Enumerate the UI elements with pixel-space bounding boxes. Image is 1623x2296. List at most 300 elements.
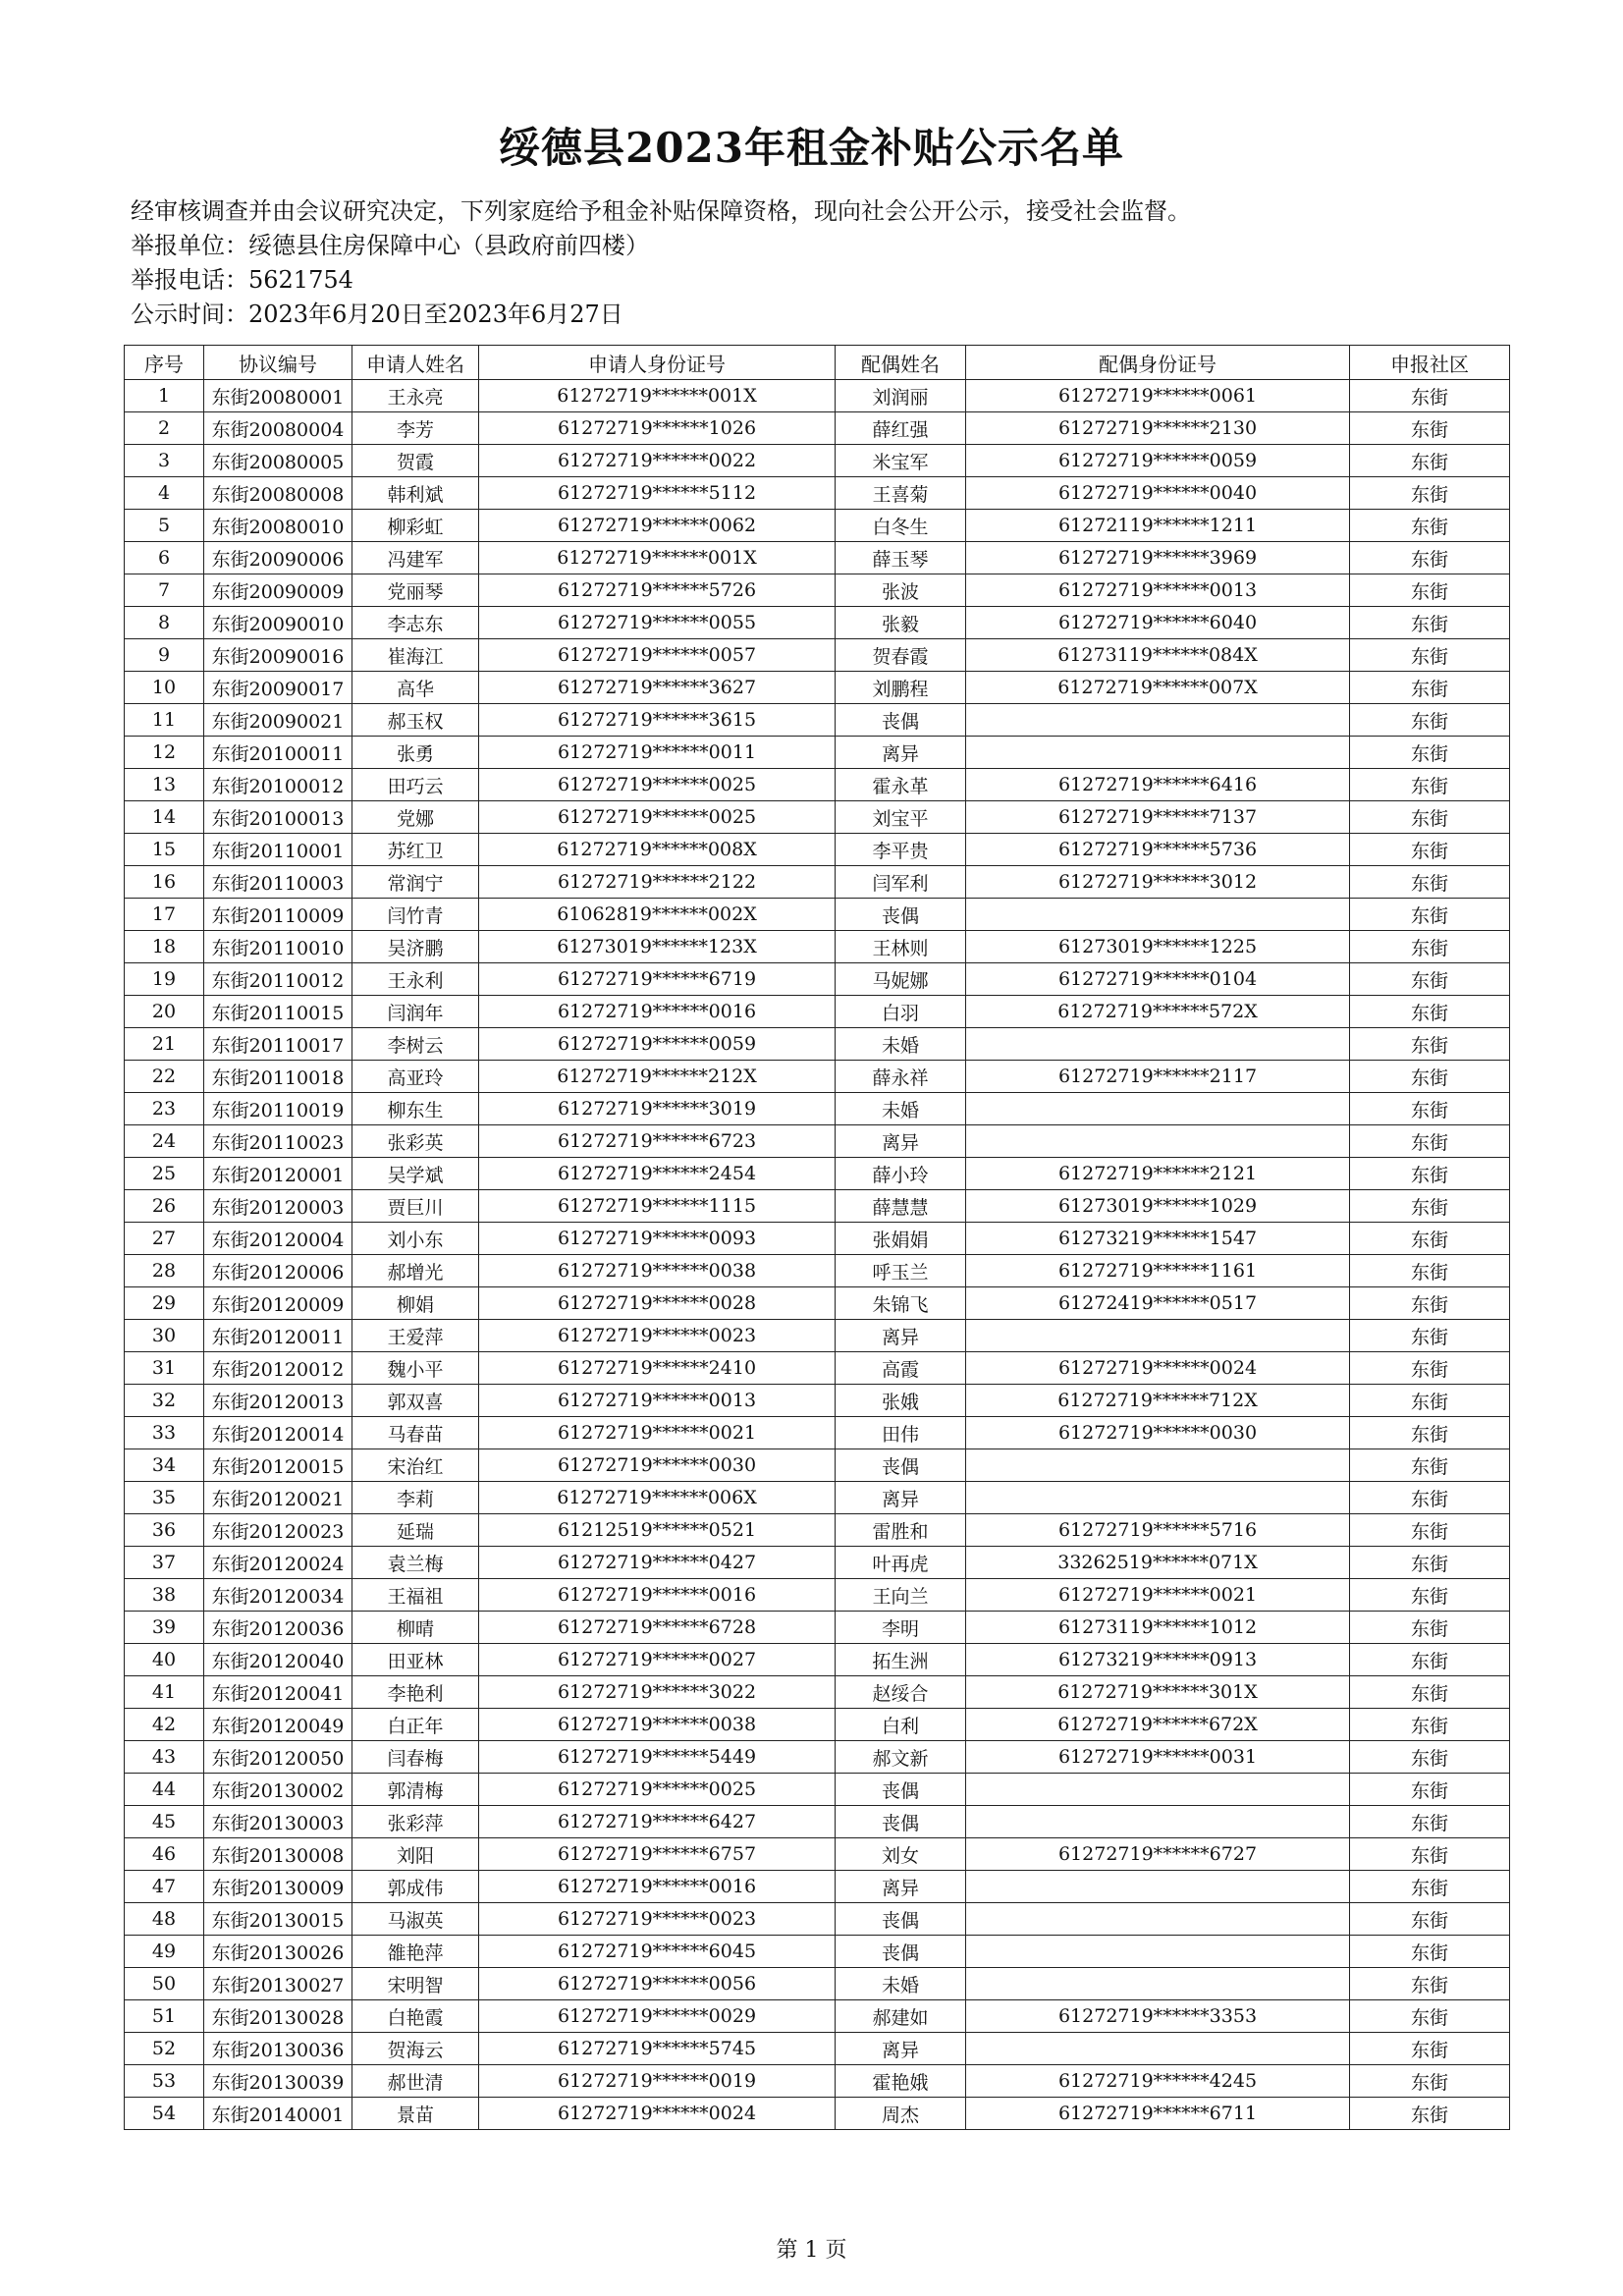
spouse-name: 叶再虎	[836, 1547, 966, 1579]
community: 东街	[1350, 2000, 1510, 2033]
community: 东街	[1350, 801, 1510, 834]
table-row	[125, 704, 1510, 737]
community: 东街	[1350, 380, 1510, 412]
applicant-id: 61272719******001X	[479, 380, 836, 412]
agreement-no: 东街20110017	[204, 1028, 352, 1061]
applicant-name: 党娜	[352, 801, 479, 834]
community: 东街	[1350, 1417, 1510, 1449]
row-index: 20	[125, 996, 204, 1028]
table-row	[125, 477, 1510, 510]
applicant-name: 贺海云	[352, 2033, 479, 2065]
applicant-name: 刘阳	[352, 1838, 479, 1871]
col-header-applicant-id: 申请人身份证号	[479, 346, 836, 380]
intro-statement: 经审核调查并由会议研究决定，下列家庭给予租金补贴保障资格，现向社会公开公示，接受社会监督。	[131, 197, 1191, 225]
spouse-id	[966, 737, 1350, 769]
agreement-no: 东街20110015	[204, 996, 352, 1028]
row-index: 36	[125, 1514, 204, 1547]
community: 东街	[1350, 1190, 1510, 1223]
applicant-id: 61272719******0028	[479, 1287, 836, 1320]
row-index: 11	[125, 704, 204, 737]
applicant-name: 苏红卫	[352, 834, 479, 866]
spouse-id	[966, 1482, 1350, 1514]
agreement-no: 东街20080001	[204, 380, 352, 412]
table-row	[125, 542, 1510, 574]
applicant-id: 61272719******0062	[479, 510, 836, 542]
spouse-name: 李平贵	[836, 834, 966, 866]
applicant-id: 61272719******0013	[479, 1385, 836, 1417]
applicant-id: 61272719******5449	[479, 1741, 836, 1774]
applicant-name: 田巧云	[352, 769, 479, 801]
applicant-name: 常润宁	[352, 866, 479, 899]
applicant-name: 闫润年	[352, 996, 479, 1028]
community: 东街	[1350, 834, 1510, 866]
agreement-no: 东街20090021	[204, 704, 352, 737]
community: 东街	[1350, 1547, 1510, 1579]
applicant-id: 61272719******0059	[479, 1028, 836, 1061]
spouse-name: 薛永祥	[836, 1061, 966, 1093]
table-row	[125, 445, 1510, 477]
col-header-index: 序号	[125, 346, 204, 380]
spouse-name: 霍艳娥	[836, 2065, 966, 2098]
row-index: 28	[125, 1255, 204, 1287]
agreement-no: 东街20120011	[204, 1320, 352, 1352]
table-row	[125, 1547, 1510, 1579]
col-header-community: 申报社区	[1350, 346, 1510, 380]
applicant-name: 郭成伟	[352, 1871, 479, 1903]
applicant-name: 袁兰梅	[352, 1547, 479, 1579]
applicant-name: 闫春梅	[352, 1741, 479, 1774]
table-row	[125, 2098, 1510, 2130]
applicant-id: 61272719******0057	[479, 639, 836, 672]
applicant-name: 马春苗	[352, 1417, 479, 1449]
spouse-name: 张毅	[836, 607, 966, 639]
table-row	[125, 1352, 1510, 1385]
community: 东街	[1350, 542, 1510, 574]
community: 东街	[1350, 1806, 1510, 1838]
col-header-agreement-no: 协议编号	[204, 346, 352, 380]
spouse-name: 未婚	[836, 1028, 966, 1061]
table-row	[125, 639, 1510, 672]
community: 东街	[1350, 672, 1510, 704]
spouse-id: 61272719******2130	[966, 412, 1350, 445]
table-row	[125, 931, 1510, 963]
spouse-name: 李明	[836, 1612, 966, 1644]
row-index: 34	[125, 1449, 204, 1482]
row-index: 17	[125, 899, 204, 931]
row-index: 19	[125, 963, 204, 996]
community: 东街	[1350, 1158, 1510, 1190]
agreement-no: 东街20130027	[204, 1968, 352, 2000]
community: 东街	[1350, 607, 1510, 639]
applicant-name: 闫竹青	[352, 899, 479, 931]
spouse-id: 61273219******1547	[966, 1223, 1350, 1255]
applicant-id: 61273019******123X	[479, 931, 836, 963]
spouse-name: 薛慧慧	[836, 1190, 966, 1223]
table-body	[125, 380, 1510, 2130]
spouse-name: 白羽	[836, 996, 966, 1028]
community: 东街	[1350, 1968, 1510, 2000]
spouse-name: 未婚	[836, 1968, 966, 2000]
row-index: 13	[125, 769, 204, 801]
applicant-id: 61212519******0521	[479, 1514, 836, 1547]
row-index: 42	[125, 1709, 204, 1741]
col-header-spouse-id: 配偶身份证号	[966, 346, 1350, 380]
row-index: 12	[125, 737, 204, 769]
spouse-id: 61272719******672X	[966, 1709, 1350, 1741]
spouse-name: 白冬生	[836, 510, 966, 542]
applicant-name: 王永利	[352, 963, 479, 996]
spouse-name: 丧偶	[836, 1936, 966, 1968]
applicant-id: 61272719******6728	[479, 1612, 836, 1644]
applicant-name: 郭清梅	[352, 1774, 479, 1806]
table-header-row	[125, 346, 1510, 380]
community: 东街	[1350, 769, 1510, 801]
agreement-no: 东街20130036	[204, 2033, 352, 2065]
applicant-name: 郝玉权	[352, 704, 479, 737]
spouse-name: 刘润丽	[836, 380, 966, 412]
spouse-id: 61272419******0517	[966, 1287, 1350, 1320]
agreement-no: 东街20120041	[204, 1676, 352, 1709]
table-row	[125, 1709, 1510, 1741]
row-index: 7	[125, 574, 204, 607]
spouse-id	[966, 1806, 1350, 1838]
applicant-id: 61272719******1026	[479, 412, 836, 445]
applicant-name: 柳娟	[352, 1287, 479, 1320]
applicant-id: 61272719******0023	[479, 1903, 836, 1936]
applicant-name: 吴济鹏	[352, 931, 479, 963]
applicant-id: 61272719******6757	[479, 1838, 836, 1871]
spouse-name: 张娟娟	[836, 1223, 966, 1255]
applicant-name: 马淑英	[352, 1903, 479, 1936]
community: 东街	[1350, 1320, 1510, 1352]
applicant-id: 61272719******0093	[479, 1223, 836, 1255]
table-row	[125, 1644, 1510, 1676]
spouse-id	[966, 1871, 1350, 1903]
spouse-name: 薛玉琴	[836, 542, 966, 574]
row-index: 5	[125, 510, 204, 542]
applicant-name: 党丽琴	[352, 574, 479, 607]
row-index: 27	[125, 1223, 204, 1255]
spouse-name: 离异	[836, 1320, 966, 1352]
community: 东街	[1350, 1514, 1510, 1547]
col-header-applicant-name: 申请人姓名	[352, 346, 479, 380]
spouse-name: 薛小玲	[836, 1158, 966, 1190]
row-index: 23	[125, 1093, 204, 1125]
applicant-name: 刘小东	[352, 1223, 479, 1255]
applicant-id: 61272719******0016	[479, 1579, 836, 1612]
spouse-name: 朱锦飞	[836, 1287, 966, 1320]
applicant-name: 王永亮	[352, 380, 479, 412]
applicant-name: 景苗	[352, 2098, 479, 2130]
spouse-id: 61272719******6040	[966, 607, 1350, 639]
agreement-no: 东街20080010	[204, 510, 352, 542]
applicant-name: 崔海江	[352, 639, 479, 672]
table-row	[125, 2033, 1510, 2065]
table-row	[125, 1871, 1510, 1903]
row-index: 40	[125, 1644, 204, 1676]
spouse-name: 丧偶	[836, 1806, 966, 1838]
spouse-name: 呼玉兰	[836, 1255, 966, 1287]
row-index: 10	[125, 672, 204, 704]
spouse-id	[966, 1774, 1350, 1806]
agreement-no: 东街20130009	[204, 1871, 352, 1903]
applicant-name: 郝增光	[352, 1255, 479, 1287]
spouse-name: 郝建如	[836, 2000, 966, 2033]
table-row	[125, 1320, 1510, 1352]
table-row	[125, 1158, 1510, 1190]
spouse-name: 周杰	[836, 2098, 966, 2130]
table-row	[125, 1806, 1510, 1838]
table-row	[125, 1190, 1510, 1223]
agreement-no: 东街20130002	[204, 1774, 352, 1806]
spouse-id: 61272719******572X	[966, 996, 1350, 1028]
spouse-id	[966, 1125, 1350, 1158]
row-index: 30	[125, 1320, 204, 1352]
agreement-no: 东街20090010	[204, 607, 352, 639]
row-index: 24	[125, 1125, 204, 1158]
spouse-name: 田伟	[836, 1417, 966, 1449]
spouse-id: 61272719******7137	[966, 801, 1350, 834]
row-index: 54	[125, 2098, 204, 2130]
spouse-id	[966, 1968, 1350, 2000]
row-index: 41	[125, 1676, 204, 1709]
applicant-id: 61272719******3615	[479, 704, 836, 737]
table-row	[125, 1676, 1510, 1709]
agreement-no: 东街20110023	[204, 1125, 352, 1158]
applicant-id: 61272719******008X	[479, 834, 836, 866]
spouse-id	[966, 1903, 1350, 1936]
agreement-no: 东街20100012	[204, 769, 352, 801]
applicant-id: 61272719******0022	[479, 445, 836, 477]
applicant-id: 61272719******0024	[479, 2098, 836, 2130]
applicant-id: 61272719******0056	[479, 1968, 836, 2000]
applicant-id: 61272719******6719	[479, 963, 836, 996]
applicant-name: 雒艳萍	[352, 1936, 479, 1968]
spouse-id: 61272719******2121	[966, 1158, 1350, 1190]
spouse-name: 马妮娜	[836, 963, 966, 996]
table-row	[125, 1223, 1510, 1255]
community: 东街	[1350, 1125, 1510, 1158]
table-row	[125, 1968, 1510, 2000]
spouse-name: 霍永革	[836, 769, 966, 801]
table-row	[125, 574, 1510, 607]
agreement-no: 东街20110012	[204, 963, 352, 996]
table-row	[125, 1579, 1510, 1612]
spouse-id: 61273119******084X	[966, 639, 1350, 672]
applicant-name: 宋明智	[352, 1968, 479, 2000]
spouse-id	[966, 899, 1350, 931]
community: 东街	[1350, 1709, 1510, 1741]
table-row	[125, 737, 1510, 769]
spouse-name: 离异	[836, 737, 966, 769]
applicant-id: 61272719******2410	[479, 1352, 836, 1385]
community: 东街	[1350, 1093, 1510, 1125]
col-header-spouse-name: 配偶姓名	[836, 346, 966, 380]
community: 东街	[1350, 1936, 1510, 1968]
row-index: 31	[125, 1352, 204, 1385]
community: 东街	[1350, 704, 1510, 737]
agreement-no: 东街20120013	[204, 1385, 352, 1417]
table-row	[125, 1903, 1510, 1936]
community: 东街	[1350, 737, 1510, 769]
spouse-name: 白利	[836, 1709, 966, 1741]
spouse-name: 王向兰	[836, 1579, 966, 1612]
community: 东街	[1350, 639, 1510, 672]
applicant-id: 61272719******3627	[479, 672, 836, 704]
row-index: 49	[125, 1936, 204, 1968]
table-row	[125, 899, 1510, 931]
applicant-id: 61272719******0023	[479, 1320, 836, 1352]
community: 东街	[1350, 996, 1510, 1028]
agreement-no: 东街20120006	[204, 1255, 352, 1287]
applicant-name: 李芳	[352, 412, 479, 445]
table-row	[125, 2000, 1510, 2033]
spouse-name: 薛红强	[836, 412, 966, 445]
spouse-id: 61272719******0013	[966, 574, 1350, 607]
roster-table	[124, 345, 1510, 2130]
table-row	[125, 672, 1510, 704]
agreement-no: 东街20130039	[204, 2065, 352, 2098]
applicant-name: 王福祖	[352, 1579, 479, 1612]
spouse-id	[966, 2033, 1350, 2065]
applicant-id: 61272719******2454	[479, 1158, 836, 1190]
spouse-name: 贺春霞	[836, 639, 966, 672]
spouse-id: 61272719******0030	[966, 1417, 1350, 1449]
row-index: 53	[125, 2065, 204, 2098]
table-row	[125, 1385, 1510, 1417]
table-row	[125, 1741, 1510, 1774]
spouse-id: 61272719******301X	[966, 1676, 1350, 1709]
applicant-name: 柳晴	[352, 1612, 479, 1644]
spouse-id: 61272719******0040	[966, 477, 1350, 510]
applicant-name: 张勇	[352, 737, 479, 769]
table-row	[125, 1774, 1510, 1806]
community: 东街	[1350, 2065, 1510, 2098]
applicant-name: 柳东生	[352, 1093, 479, 1125]
applicant-id: 61272719******0011	[479, 737, 836, 769]
spouse-name: 丧偶	[836, 1774, 966, 1806]
applicant-name: 宋治红	[352, 1449, 479, 1482]
agreement-no: 东街20130015	[204, 1903, 352, 1936]
spouse-name: 离异	[836, 1482, 966, 1514]
row-index: 48	[125, 1903, 204, 1936]
row-index: 22	[125, 1061, 204, 1093]
spouse-id	[966, 1320, 1350, 1352]
agreement-no: 东街20120003	[204, 1190, 352, 1223]
applicant-id: 61272719******5112	[479, 477, 836, 510]
applicant-name: 郝世清	[352, 2065, 479, 2098]
spouse-id: 61273019******1225	[966, 931, 1350, 963]
applicant-id: 61272719******6427	[479, 1806, 836, 1838]
agreement-no: 东街20120021	[204, 1482, 352, 1514]
spouse-id: 61272719******6727	[966, 1838, 1350, 1871]
applicant-name: 高亚玲	[352, 1061, 479, 1093]
row-index: 44	[125, 1774, 204, 1806]
applicant-id: 61272719******0021	[479, 1417, 836, 1449]
spouse-name: 离异	[836, 1125, 966, 1158]
spouse-id: 61272719******0031	[966, 1741, 1350, 1774]
agreement-no: 东街20110019	[204, 1093, 352, 1125]
applicant-id: 61272719******5745	[479, 2033, 836, 2065]
spouse-id: 33262519******071X	[966, 1547, 1350, 1579]
row-index: 39	[125, 1612, 204, 1644]
spouse-name: 离异	[836, 2033, 966, 2065]
spouse-name: 王喜菊	[836, 477, 966, 510]
community: 东街	[1350, 1676, 1510, 1709]
row-index: 21	[125, 1028, 204, 1061]
row-index: 1	[125, 380, 204, 412]
agreement-no: 东街20100013	[204, 801, 352, 834]
applicant-name: 田亚林	[352, 1644, 479, 1676]
agreement-no: 东街20090006	[204, 542, 352, 574]
applicant-id: 61272719******212X	[479, 1061, 836, 1093]
community: 东街	[1350, 1385, 1510, 1417]
agreement-no: 东街20110018	[204, 1061, 352, 1093]
community: 东街	[1350, 1774, 1510, 1806]
table-row	[125, 1093, 1510, 1125]
agreement-no: 东街20120050	[204, 1741, 352, 1774]
agreement-no: 东街20120040	[204, 1644, 352, 1676]
spouse-id: 61272119******1211	[966, 510, 1350, 542]
spouse-id: 61272719******007X	[966, 672, 1350, 704]
community: 东街	[1350, 899, 1510, 931]
community: 东街	[1350, 931, 1510, 963]
spouse-name: 丧偶	[836, 899, 966, 931]
publicity-period: 公示时间：2023年6月20日至2023年6月27日	[131, 301, 623, 328]
table-row	[125, 996, 1510, 1028]
table-row	[125, 380, 1510, 412]
table-row	[125, 963, 1510, 996]
spouse-name: 刘女	[836, 1838, 966, 1871]
row-index: 47	[125, 1871, 204, 1903]
row-index: 29	[125, 1287, 204, 1320]
spouse-id: 61272719******0104	[966, 963, 1350, 996]
table-row	[125, 1936, 1510, 1968]
agreement-no: 东街20120014	[204, 1417, 352, 1449]
table-row	[125, 769, 1510, 801]
community: 东街	[1350, 1482, 1510, 1514]
agreement-no: 东街20120009	[204, 1287, 352, 1320]
spouse-id: 61272719******0024	[966, 1352, 1350, 1385]
spouse-id: 61272719******2117	[966, 1061, 1350, 1093]
report-unit: 举报单位：绥德县住房保障中心（县政府前四楼）	[131, 232, 649, 259]
spouse-name: 米宝军	[836, 445, 966, 477]
applicant-id: 61272719******0025	[479, 1774, 836, 1806]
applicant-name: 吴学斌	[352, 1158, 479, 1190]
community: 东街	[1350, 2033, 1510, 2065]
row-index: 6	[125, 542, 204, 574]
agreement-no: 东街20120023	[204, 1514, 352, 1547]
table-row	[125, 866, 1510, 899]
applicant-id: 61272719******001X	[479, 542, 836, 574]
table-row	[125, 510, 1510, 542]
spouse-id: 61272719******3353	[966, 2000, 1350, 2033]
community: 东街	[1350, 1838, 1510, 1871]
spouse-id	[966, 704, 1350, 737]
community: 东街	[1350, 1612, 1510, 1644]
table-row	[125, 1449, 1510, 1482]
table-row	[125, 1287, 1510, 1320]
table-row	[125, 1482, 1510, 1514]
table-row	[125, 1838, 1510, 1871]
spouse-id	[966, 1093, 1350, 1125]
community: 东街	[1350, 1903, 1510, 1936]
table-row	[125, 834, 1510, 866]
agreement-no: 东街20120015	[204, 1449, 352, 1482]
spouse-id: 61272719******6711	[966, 2098, 1350, 2130]
agreement-no: 东街20080005	[204, 445, 352, 477]
community: 东街	[1350, 1255, 1510, 1287]
